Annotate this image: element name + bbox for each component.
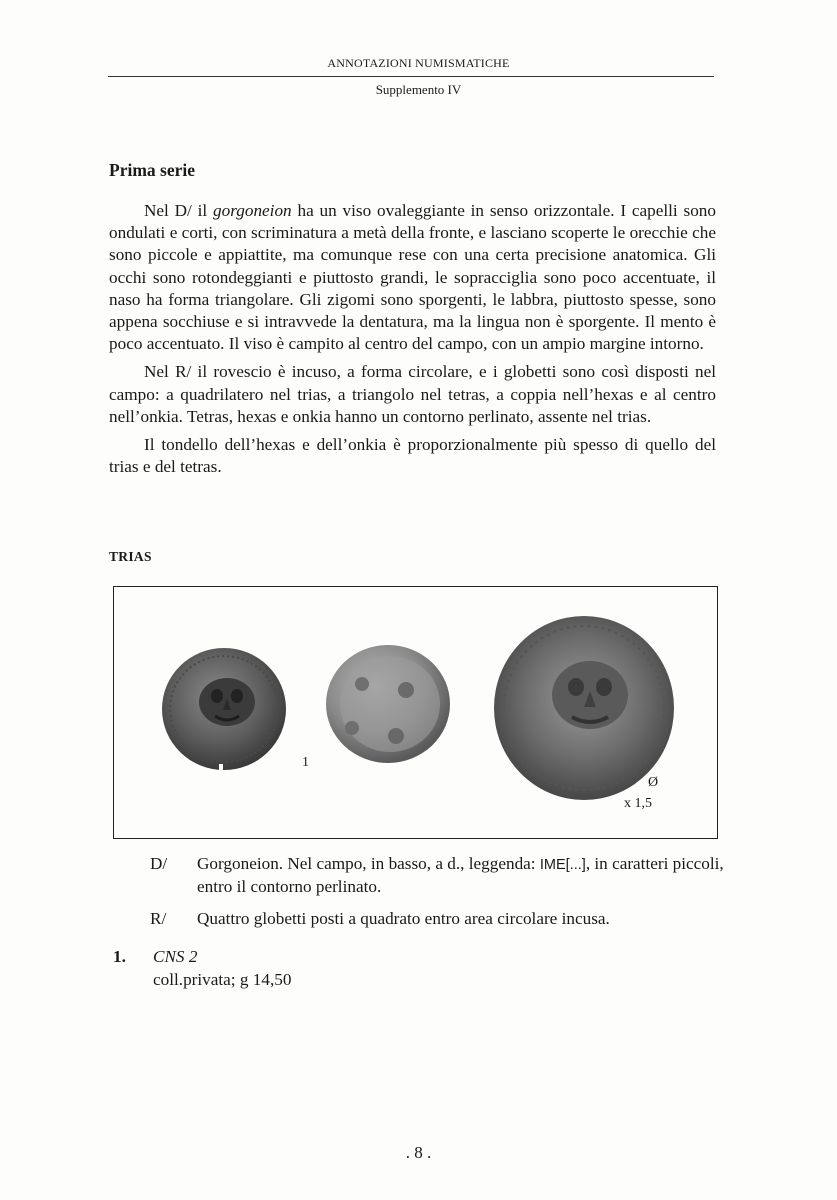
coin-descriptions (150, 853, 725, 940)
header-rule (108, 76, 714, 77)
reverse-key: R/ (150, 909, 167, 928)
trias-heading: TRIAS (109, 549, 152, 564)
running-head: ANNOTAZIONI NUMISMATICHE (327, 56, 510, 70)
paragraph-reverse-description: Nel R/ il rovescio è incuso, a forma circolare, e i globetti sono così disposti nel campo: a quadrilatero nel trias, a triangolo nel tetras, a coppia nell’hexas e al centro nell’onkia. Tetras, hexas e onkia hanno un contorno perlinato, assente nel trias. (109, 362, 716, 426)
obverse-entry (150, 853, 725, 898)
catalog-collection: coll.privata; g 14,50 (153, 969, 292, 989)
coin-plate (113, 586, 718, 839)
reverse-entry (150, 908, 725, 930)
catalog-number: 1. (113, 947, 126, 966)
paragraph-obverse-description: Nel D/ il gorgoneion ha un viso ovaleggiante in senso orizzontale. I capelli sono ondulati e corti, con scriminatura a metà della fronte, e lasciano scoperte le orecchie che sono piccole e appiattite, ma comunque rese con una certa precisione anatomica. Gli occhi sono rotondeggianti e piuttosto grandi, le sopracciglia sono poco accentuate, il naso ha forma triangolare. Gli zigomi sono sporgenti, le labbra, piuttosto spesse, sono appena socchiuse e si intravvede la dentatura, ma la lingua non è sporgente. Il mento è poco accentuato. Il viso è campito al centro del campo, con un ampio margine intorno. (109, 201, 716, 354)
obverse-key: D/ (150, 854, 168, 873)
body-text (109, 200, 716, 484)
page-number: . 8 . (405, 1143, 432, 1162)
enlargement-label: x 1,5 (624, 796, 652, 811)
section-title: Prima serie (109, 160, 195, 180)
coin-number-label: 1 (302, 755, 309, 770)
coin-reverse-image (324, 642, 452, 766)
paragraph-flan-thickness: Il tondello dell’hexas e dell’onkia è proporzionalmente più spesso di quello del trias e del tetras. (109, 435, 716, 477)
gorgoneion-term: gorgoneion (213, 201, 292, 220)
legend-text: IME[...] (539, 857, 586, 873)
reverse-description: Quattro globetti posti a quadrato entro area circolare incusa. (197, 909, 610, 928)
catalog-reference: CNS 2 (153, 947, 198, 966)
catalog-entry (113, 946, 291, 991)
running-subtitle: Supplemento IV (375, 82, 462, 97)
diameter-symbol: Ø (648, 775, 659, 790)
obverse-description: Gorgoneion. Nel campo, in basso, a d., leggenda: IME[...], in caratteri piccoli, entro il contorno perlinato. (197, 854, 724, 896)
coin-obverse-image (159, 644, 289, 774)
